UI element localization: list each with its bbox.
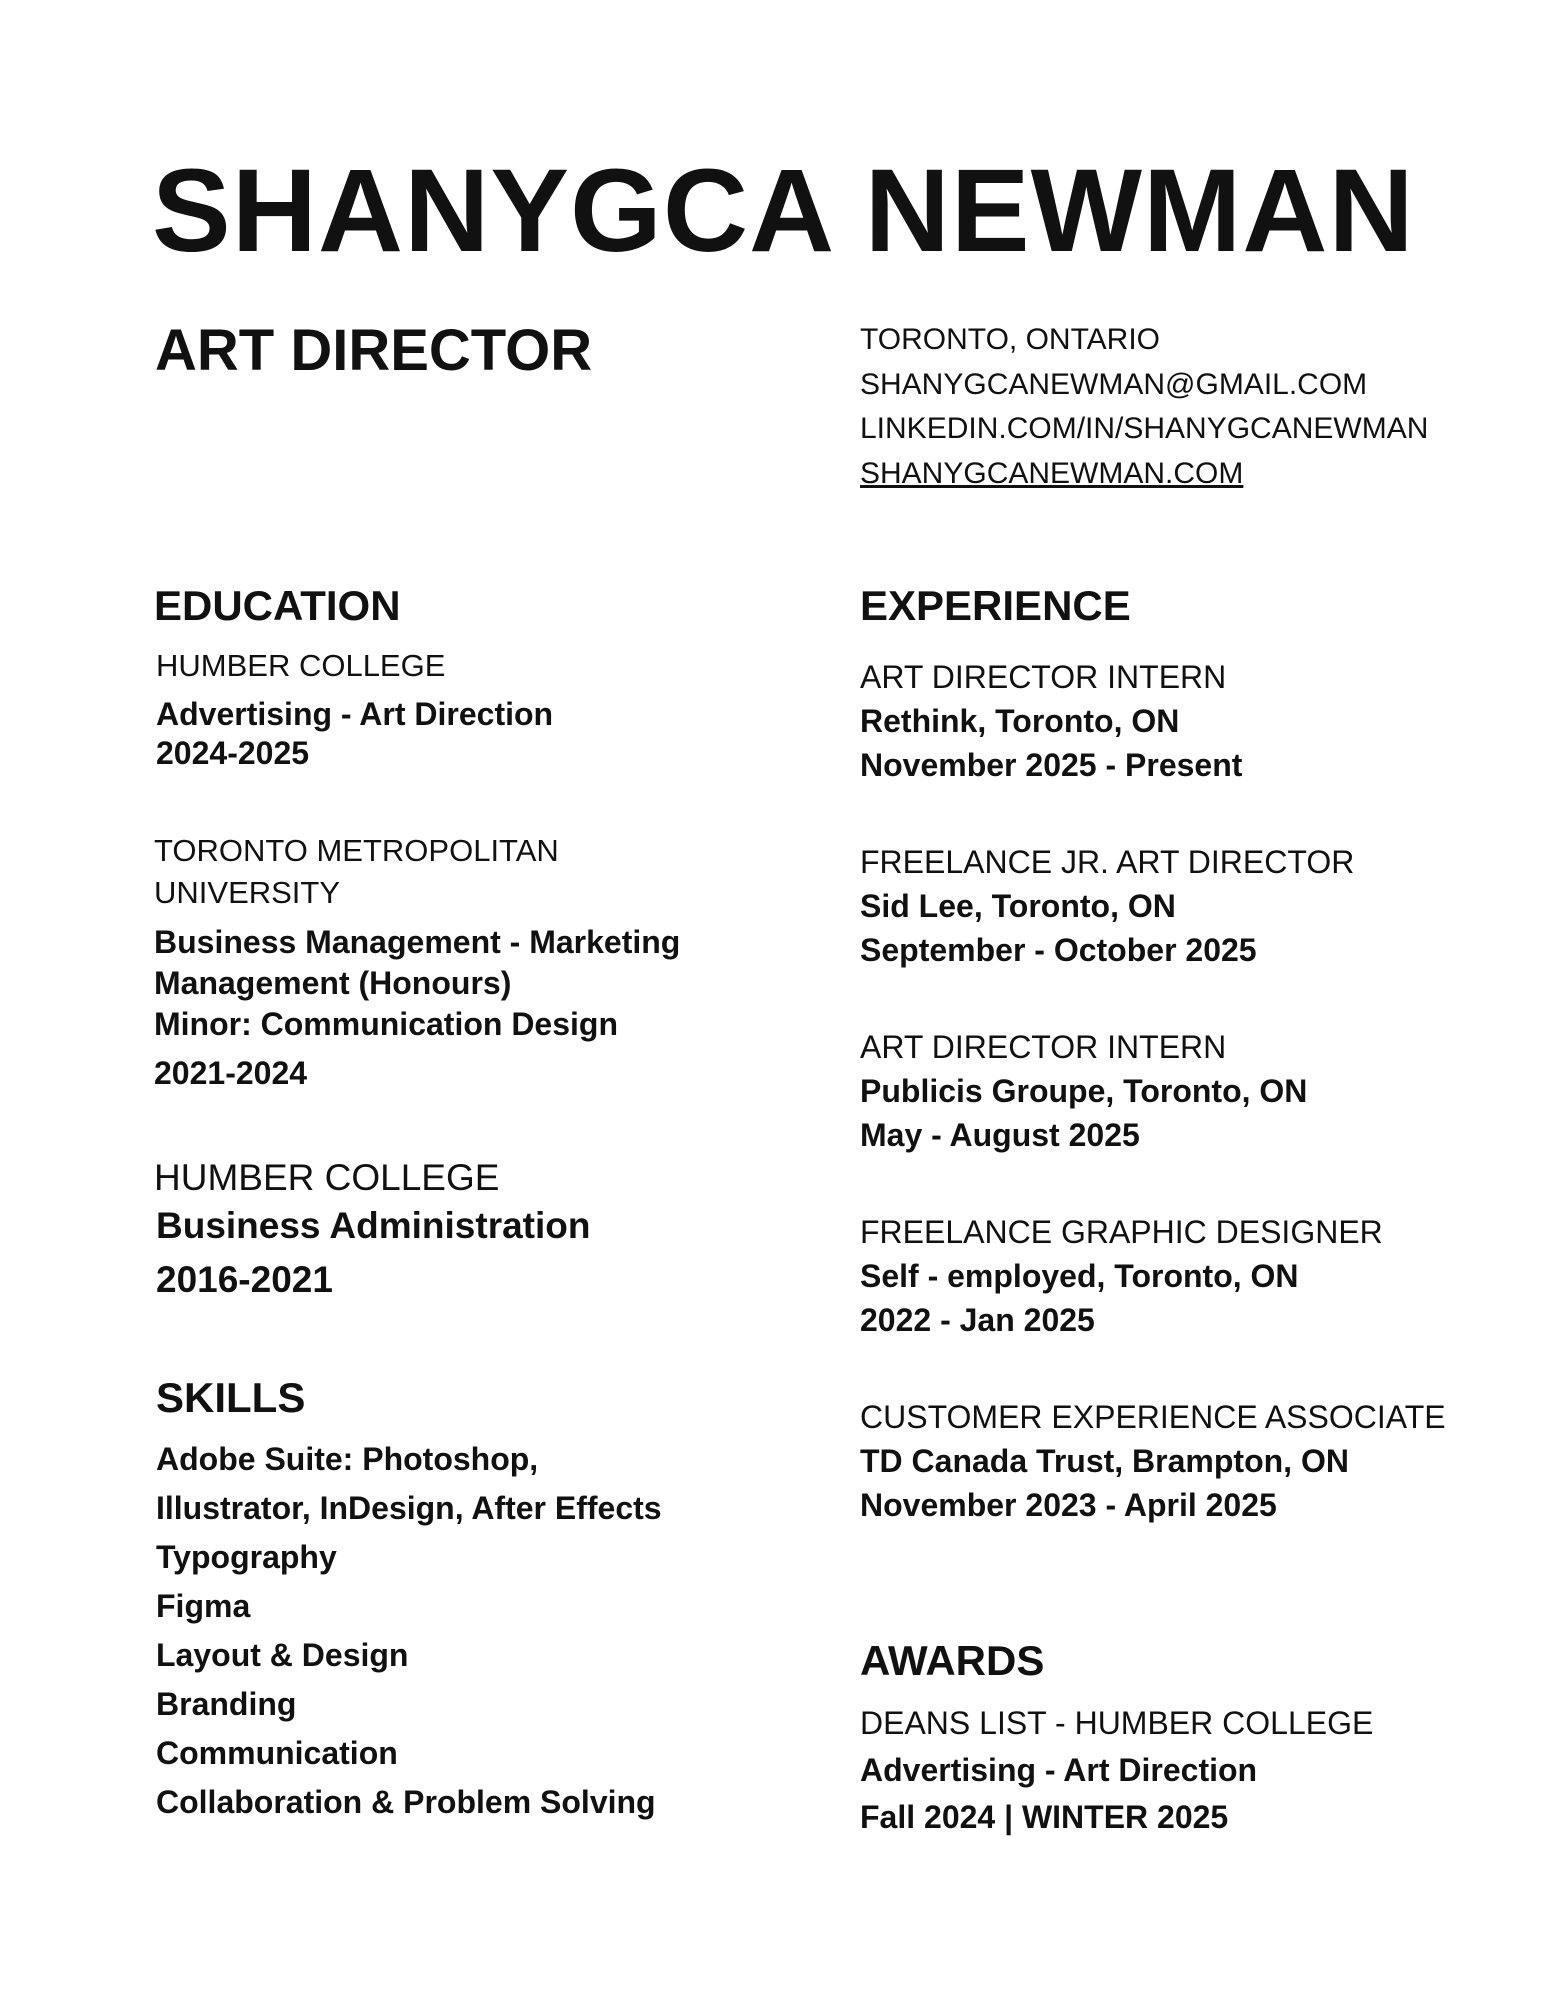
candidate-name: SHANYGCA NEWMAN <box>152 145 1415 277</box>
skills-list <box>156 1435 662 1827</box>
contact-email[interactable]: SHANYGCANEWMAN@GMAIL.COM <box>860 367 1368 401</box>
experience-entry <box>860 1025 1307 1157</box>
experience-role: FREELANCE GRAPHIC DESIGNER <box>860 1214 1383 1250</box>
education-program: Advertising - Art Direction <box>156 696 554 732</box>
experience-entry <box>860 840 1354 972</box>
experience-dates: 2022 - Jan 2025 <box>860 1302 1095 1338</box>
experience-company: TD Canada Trust, Brampton, ON <box>860 1443 1349 1479</box>
list-item: Typography <box>156 1539 337 1575</box>
list-item: Layout & Design <box>156 1637 409 1673</box>
job-title: ART DIRECTOR <box>155 318 593 383</box>
experience-dates: November 2023 - April 2025 <box>860 1487 1277 1523</box>
awards-heading: AWARDS <box>860 1637 1045 1684</box>
experience-company: Rethink, Toronto, ON <box>860 703 1180 739</box>
education-entry-2 <box>154 830 680 1094</box>
contact-linkedin[interactable]: LINKEDIN.COM/IN/SHANYGCANEWMAN <box>860 412 1429 446</box>
education-school: HUMBER COLLEGE <box>156 648 446 683</box>
experience-role: ART DIRECTOR INTERN <box>860 1029 1227 1065</box>
education-school: HUMBER COLLEGE <box>154 1157 500 1198</box>
list-item: Illustrator, InDesign, After Effects <box>156 1490 662 1526</box>
experience-entry <box>860 1210 1383 1342</box>
contact-block <box>860 318 1428 497</box>
list-item: Branding <box>156 1686 297 1722</box>
experience-role: CUSTOMER EXPERIENCE ASSOCIATE <box>860 1399 1446 1435</box>
experience-dates: May - August 2025 <box>860 1117 1140 1153</box>
list-item: Adobe Suite: Photoshop, <box>156 1441 539 1477</box>
education-program-line1: Business Management - Marketing <box>154 924 681 960</box>
experience-heading: EXPERIENCE <box>860 582 1131 629</box>
list-item: Figma <box>156 1588 251 1624</box>
list-item: Collaboration & Problem Solving <box>156 1784 656 1820</box>
education-minor: Minor: Communication Design <box>154 1006 618 1042</box>
contact-website-link[interactable]: SHANYGCANEWMAN.COM <box>860 457 1244 491</box>
experience-company: Sid Lee, Toronto, ON <box>860 888 1176 924</box>
education-years: 2021-2024 <box>154 1055 308 1091</box>
education-school-line1: TORONTO METROPOLITAN <box>154 833 559 868</box>
award-title: DEANS LIST - HUMBER COLLEGE <box>860 1705 1374 1741</box>
award-terms: Fall 2024 | WINTER 2025 <box>860 1799 1229 1835</box>
education-years: 2024-2025 <box>156 735 310 771</box>
experience-dates: September - October 2025 <box>860 932 1257 968</box>
education-entry-1 <box>156 645 553 773</box>
education-school-line2: UNIVERSITY <box>154 875 341 910</box>
education-program-line2: Management (Honours) <box>154 965 512 1001</box>
award-program: Advertising - Art Direction <box>860 1752 1258 1788</box>
experience-dates: November 2025 - Present <box>860 747 1243 783</box>
experience-company: Self - employed, Toronto, ON <box>860 1258 1299 1294</box>
experience-entry <box>860 1395 1446 1527</box>
experience-role: ART DIRECTOR INTERN <box>860 659 1227 695</box>
contact-location: TORONTO, ONTARIO <box>860 323 1161 356</box>
education-years: 2016-2021 <box>156 1259 333 1300</box>
award-entry <box>860 1700 1373 1841</box>
education-entry-3 <box>154 1155 590 1305</box>
list-item: Communication <box>156 1735 398 1771</box>
experience-role: FREELANCE JR. ART DIRECTOR <box>860 844 1355 880</box>
skills-heading: SKILLS <box>156 1374 306 1421</box>
education-program: Business Administration <box>156 1205 591 1246</box>
experience-entry <box>860 655 1242 787</box>
experience-company: Publicis Groupe, Toronto, ON <box>860 1073 1308 1109</box>
education-heading: EDUCATION <box>154 582 401 629</box>
